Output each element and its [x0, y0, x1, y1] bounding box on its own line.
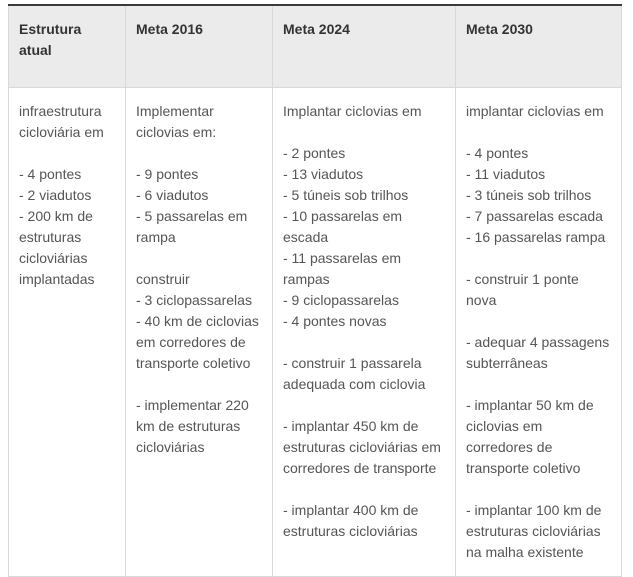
column-header-meta-2024: Meta 2024	[273, 5, 456, 88]
cell-line: - 7 passarelas escada	[466, 208, 603, 224]
cell-line: - implantar 100 km de estruturas cicloviárias na malha existente	[466, 502, 602, 560]
cell-line: - 10 passarelas em escada	[283, 208, 403, 245]
cell-line: - 4 pontes novas	[283, 313, 387, 329]
cell-estrutura-atual	[9, 88, 126, 577]
cell-meta-2024	[273, 88, 456, 577]
cell-line: - 13 viadutos	[283, 166, 364, 182]
column-header-meta-2016: Meta 2016	[126, 5, 273, 88]
cell-line: - construir 1 passarela adequada com ciclovia	[283, 355, 426, 392]
cell-line: - construir 1 ponte nova	[466, 271, 579, 308]
blank-line	[136, 248, 262, 269]
cell-line: - 11 passarelas em rampas	[283, 250, 402, 287]
cell-line: - 40 km de ciclovias em corredores de transporte coletivo	[136, 313, 259, 371]
blank-line	[466, 248, 611, 269]
cell-meta-2016	[126, 88, 273, 577]
cycling-infrastructure-targets	[8, 4, 622, 577]
cell-line: Implantar ciclovias em	[283, 103, 422, 119]
cell-line: - 5 passarelas em rampa	[136, 208, 248, 245]
blank-line	[466, 122, 611, 143]
cell-line: - 9 ciclopassarelas	[283, 292, 399, 308]
cell-line: - 9 pontes	[136, 166, 199, 182]
cell-line: infraestrutura cicloviária em	[19, 103, 104, 140]
cell-line: - 200 km de estruturas cicloviárias implantadas	[19, 208, 95, 287]
blank-line	[283, 395, 445, 416]
column-header-estrutura-atual: Estrutura atual	[9, 5, 126, 88]
body-row	[9, 88, 622, 577]
cell-line: Implementar ciclovias em:	[136, 103, 217, 140]
cycling-infrastructure-targets-table	[8, 4, 622, 577]
cell-line: - 4 pontes	[19, 166, 82, 182]
blank-line	[283, 479, 445, 500]
blank-line	[19, 143, 115, 164]
cell-line: - implantar 400 km de estruturas cicloviárias	[283, 502, 419, 539]
cell-meta-2030	[456, 88, 622, 577]
blank-line	[466, 374, 611, 395]
blank-line	[283, 122, 445, 143]
cell-line: - 11 viadutos	[466, 166, 546, 182]
blank-line	[136, 143, 262, 164]
cell-line: implantar ciclovias em	[466, 103, 604, 119]
cell-line: - implementar 220 km de estruturas cicloviárias	[136, 397, 249, 455]
cell-line: - implantar 450 km de estruturas cicloviárias em corredores de transporte	[283, 418, 441, 476]
cell-line: - 4 pontes	[466, 145, 529, 161]
blank-line	[466, 311, 611, 332]
cell-line: - 2 viadutos	[19, 187, 92, 203]
blank-line	[466, 479, 611, 500]
header-row	[9, 5, 622, 88]
cell-line: construir	[136, 271, 190, 287]
cell-line: - implantar 50 km de ciclovias em corredores de transporte coletivo	[466, 397, 594, 476]
cell-line: - 5 túneis sob trilhos	[283, 187, 409, 203]
cell-line: - 3 ciclopassarelas	[136, 292, 252, 308]
cell-line: - adequar 4 passagens subterrâneas	[466, 334, 610, 371]
cell-line: - 6 viadutos	[136, 187, 209, 203]
column-header-meta-2030: Meta 2030	[456, 5, 622, 88]
cell-line: - 16 passarelas rampa	[466, 229, 606, 245]
blank-line	[136, 374, 262, 395]
cell-line: - 3 túneis sob trilhos	[466, 187, 592, 203]
blank-line	[283, 332, 445, 353]
cell-line: - 2 pontes	[283, 145, 346, 161]
